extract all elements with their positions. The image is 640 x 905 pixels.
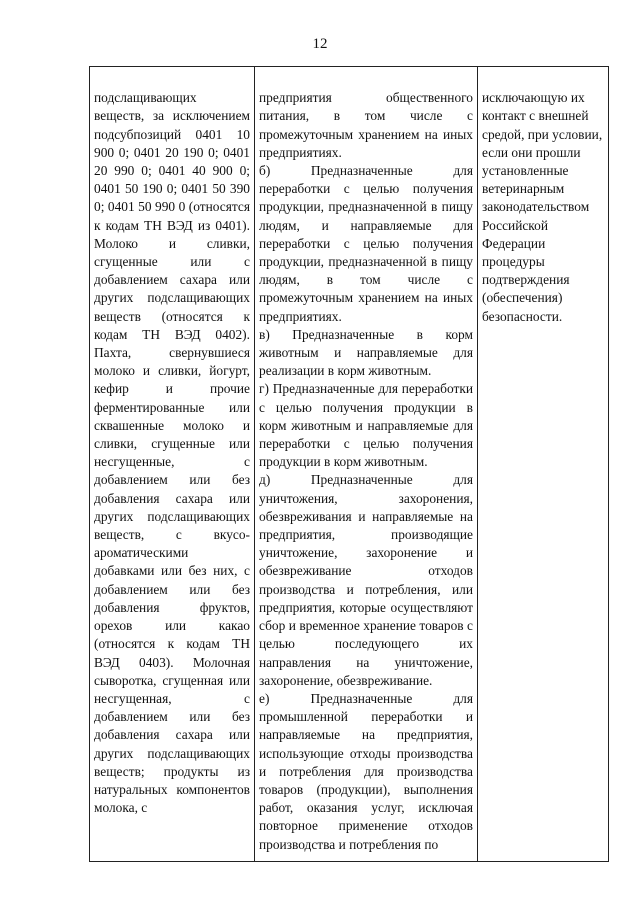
page-number: 12 — [312, 36, 328, 52]
cell-text-products: подслащивающих веществ, за исключением подсубпозиций 0401 10 900 0; 0401 20 190 0; 0401 20 990 0; 0401 40 900 0; 0401 50 190 0; 0401 50 390 0; 0401 50 990 0 (относятся к кодам ТН ВЭД из 0401). Молоко и сливки, сгущенные или с добавлением сахара или других подслащивающих веществ (относятся к кодам ТН ВЭД 0402). Пахта, свернувшиеся молоко и сливки, йогурт, кефир и прочие ферментированные или сквашенные молоко и сливки, сгущенные или несгущенные, с добавлением или без добавления сахара или других подслащивающих веществ, с вкусо-ароматическими добавками или без них, с добавлением или без добавления фруктов, орехов или какао (относятся к кодам ТН ВЭД 0403). Молочная сыворотка, сгущенная или несгущенная, с добавлением или без добавления сахара или других подслащивающих веществ; продукты из натуральных компонентов молока, с — [94, 90, 250, 816]
table-column-products — [90, 67, 255, 861]
cell-text-purposes: предприятия общественного питания, в том числе с промежуточным хранением на иных предприятиях. б) Предназначенные для переработки с целью получения продукции, предназначенной в пищу людям, и направляемые для переработки с целью получения продукции, предназначенной в пищу людям, в том числе с промежуточным хранением на иных предприятиях. в) Предназначенные в корм животным и направляемые для реализации в корм животным. г) Предназначенные для переработки с целью получения продукции в корм животным и направляемые для переработки с целью получения продукции в корм животным. д) Предназначенные для уничтожения, захоронения, обезвреживания и направляемые на предприятия, производящие уничтожение, захоронение и обезвреживание отходов производства и потребления, или предприятия, которые осуществляют сбор и временное хранение товаров с целью последующего их направления на уничтожение, захоронение, обезвреживание. е) Предназначенные для промышленной переработки и направляемые на предприятия, использующие отходы производства и потребления для производства товаров (продукции), выполнения работ, оказания услуг, исключая повторное применение отходов производства и потребления по — [259, 90, 473, 852]
document-table — [89, 66, 609, 862]
table-column-purposes — [255, 67, 478, 861]
table-column-conditions — [478, 67, 608, 861]
cell-text-conditions: исключающую их контакт с внешней средой, при условии, если они прошли установленные ветеринарным законодательством Российской Федерации процедуры подтверждения (обеспечения) безопасности. — [482, 90, 603, 324]
